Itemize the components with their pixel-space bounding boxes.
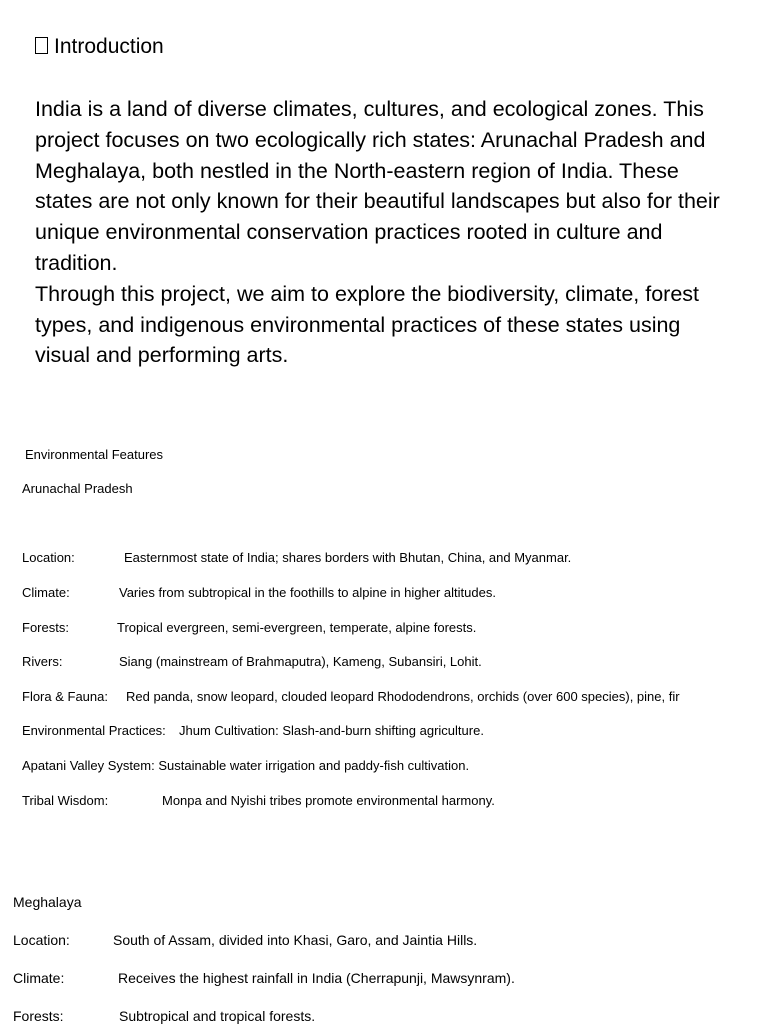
row-label: Tribal Wisdom: (22, 793, 109, 808)
row-label: Flora & Fauna: (22, 689, 108, 704)
arunachal-heading: Arunachal Pradesh (22, 481, 133, 496)
meghalaya-forests-row (13, 1008, 315, 1024)
intro-body (35, 94, 735, 371)
row-value: Subtropical and tropical forests. (119, 1008, 316, 1024)
row-value: Monpa and Nyishi tribes promote environmental harmony. (162, 793, 495, 808)
row-value: Siang (mainstream of Brahmaputra), Kameng, Subansiri, Lohit. (119, 654, 482, 669)
arunachal-apatani-row (22, 758, 469, 773)
row-value: Jhum Cultivation: Slash-and-burn shifting agriculture. (179, 723, 484, 738)
intro-paragraph-2: Through this project, we aim to explore the biodiversity, climate, forest types, and indigenous environmental practices of these states using visual and performing arts. (35, 281, 700, 368)
meghalaya-location-row (13, 932, 477, 948)
arunachal-tribal-row (22, 793, 495, 808)
arunachal-location-row (22, 550, 571, 565)
row-label: Location: (22, 550, 75, 565)
row-label: Apatani Valley System: (22, 758, 155, 773)
row-value: Receives the highest rainfall in India (Cherrapunji, Mawsynram). (118, 970, 515, 986)
arunachal-rivers-row (22, 654, 482, 669)
row-value: Sustainable water irrigation and paddy-fish cultivation. (158, 758, 470, 773)
intro-heading-text: Introduction (54, 35, 164, 58)
missing-glyph-box-icon (35, 37, 48, 54)
arunachal-flora-fauna-row (22, 689, 680, 704)
row-value: Red panda, snow leopard, clouded leopard Rhododendrons, orchids (over 600 species), pine, fir (126, 689, 680, 704)
row-value: Tropical evergreen, semi-evergreen, temperate, alpine forests. (117, 620, 477, 635)
row-label: Rivers: (22, 654, 63, 669)
row-label: Environmental Practices: (22, 723, 166, 738)
env-features-title: Environmental Features (25, 447, 164, 462)
meghalaya-heading: Meghalaya (13, 894, 82, 910)
row-label: Forests: (22, 620, 69, 635)
row-value: South of Assam, divided into Khasi, Garo, and Jaintia Hills. (113, 932, 478, 948)
arunachal-climate-row (22, 585, 496, 600)
meghalaya-climate-row (13, 970, 515, 986)
row-label: Climate: (13, 970, 65, 986)
row-value: Easternmost state of India; shares borders with Bhutan, China, and Myanmar. (124, 550, 572, 565)
intro-paragraph-1: India is a land of diverse climates, cultures, and ecological zones. This project focuses on two ecologically rich states: Arunachal Pradesh and Meghalaya, both nestled in the North-eastern region of India. These states are not only known for their beautiful landscapes but also for their unique environmental conservation practices rooted in culture and tradition. (35, 97, 720, 275)
arunachal-forests-row (22, 620, 476, 635)
row-label: Location: (13, 932, 70, 948)
row-label: Forests: (13, 1008, 64, 1024)
arunachal-practices-row (22, 723, 484, 738)
row-value: Varies from subtropical in the foothills to alpine in higher altitudes. (119, 585, 496, 600)
row-label: Climate: (22, 585, 70, 600)
intro-heading (35, 35, 164, 59)
